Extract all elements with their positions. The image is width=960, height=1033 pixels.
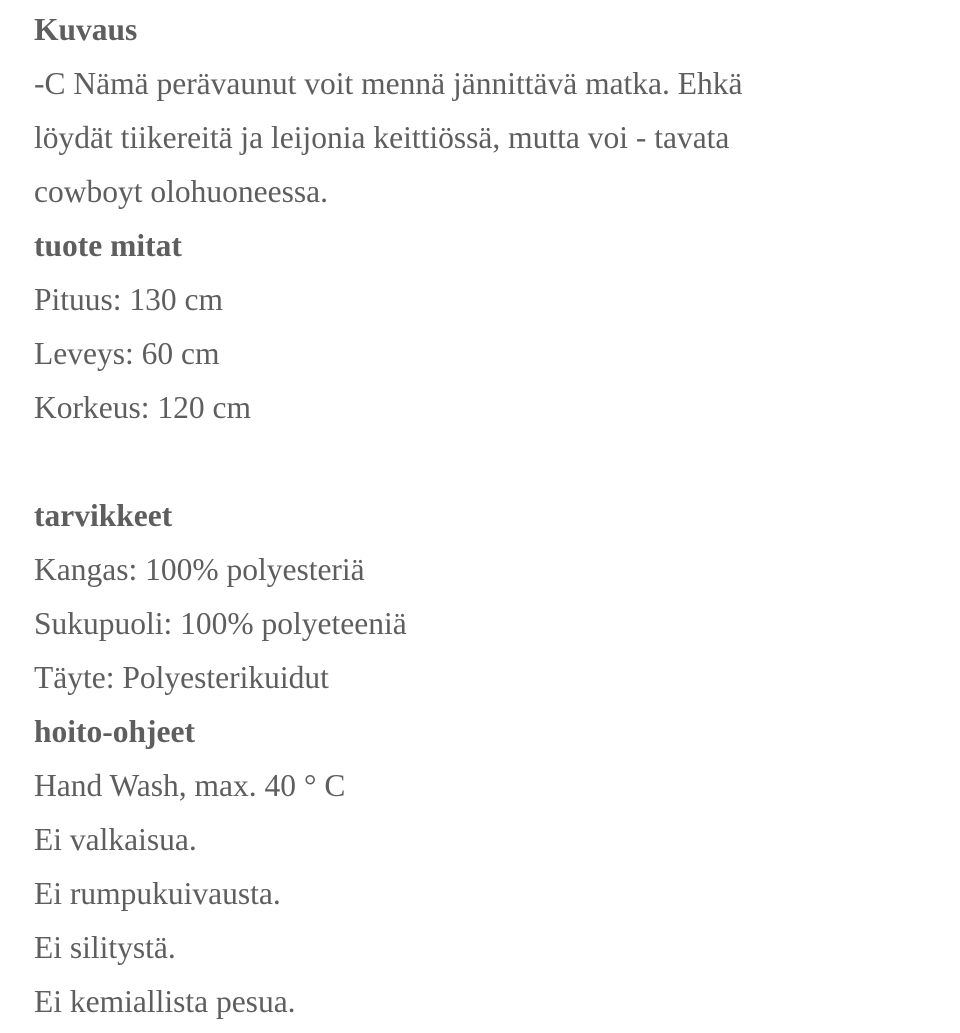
- spacer: [34, 435, 934, 489]
- care-line: Ei rumpukuivausta.: [34, 876, 281, 911]
- description-line: -C Nämä perävaunut voit mennä jännittävä matka. Ehkä: [34, 66, 743, 101]
- material-fabric: Kangas: 100% polyesteriä: [34, 552, 365, 587]
- dimension-length: Pituus: 130 cm: [34, 282, 224, 317]
- care-heading: hoito-ohjeet: [34, 714, 195, 749]
- dimension-height: Korkeus: 120 cm: [34, 390, 251, 425]
- description-heading: Kuvaus: [34, 12, 138, 47]
- material-filling: Täyte: Polyesterikuidut: [34, 660, 329, 695]
- care-line: Ei silitystä.: [34, 930, 176, 965]
- care-line: Ei valkaisua.: [34, 822, 197, 857]
- dimension-width: Leveys: 60 cm: [34, 336, 220, 371]
- dimensions-heading: tuote mitat: [34, 228, 182, 263]
- product-description: [34, 3, 934, 1029]
- materials-heading: tarvikkeet: [34, 498, 173, 533]
- description-line: cowboyt olohuoneessa.: [34, 174, 328, 209]
- material-bottom: Sukupuoli: 100% polyeteeniä: [34, 606, 407, 641]
- care-line: Ei kemiallista pesua.: [34, 984, 296, 1019]
- care-line: Hand Wash, max. 40 ° C: [34, 768, 346, 803]
- description-line: löydät tiikereitä ja leijonia keittiössä, mutta voi - tavata: [34, 120, 730, 155]
